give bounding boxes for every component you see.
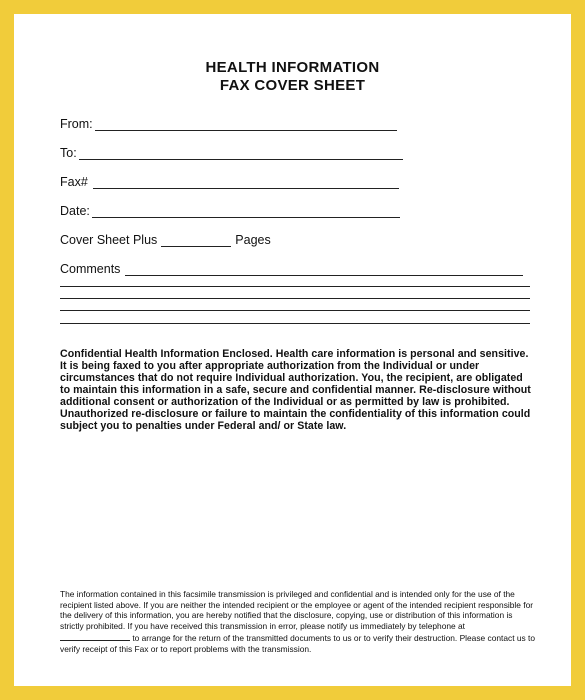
document-title-line1: HEALTH INFORMATION xyxy=(205,59,380,76)
comments-input-line-5[interactable] xyxy=(60,323,530,324)
from-input-line[interactable] xyxy=(95,117,397,131)
to-input-line[interactable] xyxy=(79,146,403,160)
comments-input-line-4[interactable] xyxy=(60,310,530,311)
fax-cover-sheet-page xyxy=(14,14,571,686)
pages-suffix-label: Pages xyxy=(235,233,271,247)
date-input-line[interactable] xyxy=(92,204,400,218)
pages-prefix-label: Cover Sheet Plus xyxy=(60,233,158,247)
comments-input-line-2[interactable] xyxy=(60,286,530,287)
comments-input-line-3[interactable] xyxy=(60,298,530,299)
confidential-notice: Confidential Health Information Enclosed. Health care information is personal and sensitive. It is being faxed to you after appropriate authorization from the Individual or under circumstances that do not require Individual authorization. You, the recipient, are obligated to maintain this information in a safe, secure and confidential manner. Re-disclosure without additional consent or authorization of the Individual or as permitted by law is prohibited. Unauthorized re-disclosure or failure to maintain the confidentiality of this information could subject you to penalties under Federal and/ or State law. xyxy=(60,348,531,432)
footer-text-part2: to arrange for the return of the transmitted documents to us or to verify their destruction. Please contact us to verify receipt of this Fax or to report problems with the transmission. xyxy=(60,632,535,654)
comments-input-line-1[interactable] xyxy=(125,262,523,276)
to-field xyxy=(60,146,403,160)
fax-number-input-line[interactable] xyxy=(93,175,399,189)
phone-number-input-line[interactable] xyxy=(60,632,130,641)
from-label: From: xyxy=(60,117,93,131)
footer-disclaimer xyxy=(60,589,535,654)
fax-number-label: Fax# xyxy=(60,175,88,189)
date-label: Date: xyxy=(60,204,90,218)
fax-number-field xyxy=(60,175,399,189)
comments-label: Comments xyxy=(60,262,121,276)
from-field xyxy=(60,117,397,131)
to-label: To: xyxy=(60,146,77,160)
pages-field xyxy=(60,233,271,247)
comments-field xyxy=(60,262,523,276)
pages-count-input-line[interactable] xyxy=(161,233,231,247)
date-field xyxy=(60,204,400,218)
footer-text-part1: The information contained in this facsimile transmission is privileged and confidential and is intended only for the use of the recipient listed above. If you are neither the intended recipient or the employee or agent of the intended recipient responsible for the delivery of this information, you are hereby notified that the disclosure, copying, use or distribution of this information is strictly prohibited. If you have received this transmission in error, please notify us immediately by telephone at xyxy=(60,589,534,632)
document-title-line2: FAX COVER SHEET xyxy=(219,77,366,94)
